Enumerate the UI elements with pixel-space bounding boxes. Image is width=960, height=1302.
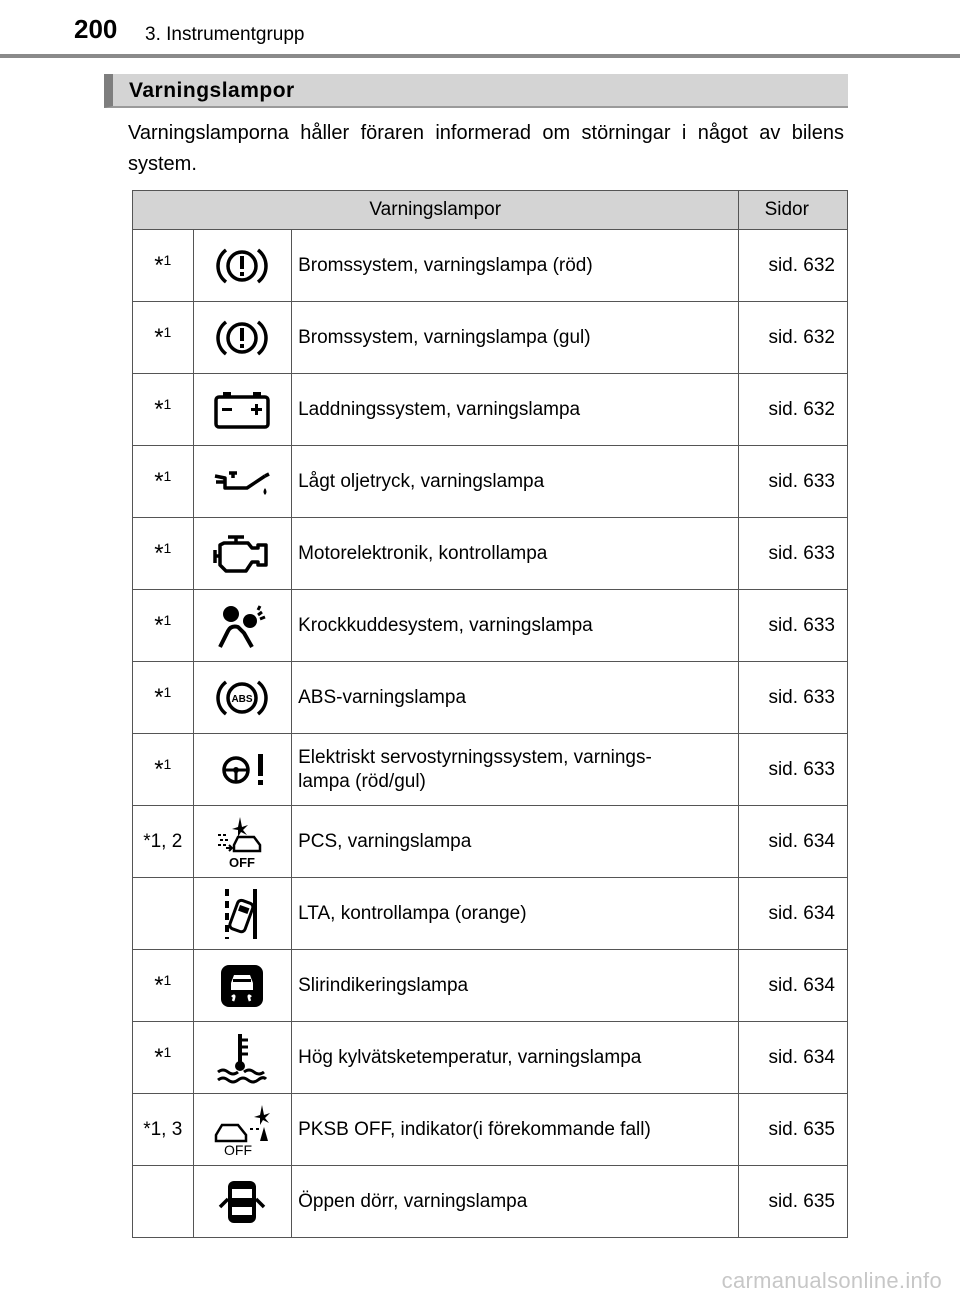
footnote-cell [133, 230, 194, 302]
footnote-cell [133, 374, 194, 446]
lamp-description: Laddningssystem, varningslampa [292, 374, 738, 446]
footnote-cell: *1, 3 [133, 1094, 194, 1166]
footnote-cell [133, 446, 194, 518]
steering-warning-icon [193, 734, 292, 806]
lta-icon [193, 878, 292, 950]
footnote-cell [133, 518, 194, 590]
table-row [133, 1166, 848, 1238]
footnote-cell [133, 302, 194, 374]
table-row [133, 374, 848, 446]
page-reference: sid. 634 [738, 1022, 848, 1094]
footnote-star: * [154, 323, 164, 351]
section-header [104, 74, 848, 108]
footnote-number: 1 [163, 251, 172, 268]
page-reference: sid. 633 [738, 662, 848, 734]
page-reference: sid. 634 [738, 878, 848, 950]
page-reference: sid. 632 [738, 230, 848, 302]
watermark: carmanualsonline.info [721, 1268, 942, 1293]
table-row [133, 734, 848, 806]
page-reference: sid. 633 [738, 590, 848, 662]
table-header-row [133, 191, 848, 230]
page-reference: sid. 634 [738, 806, 848, 878]
table-row [133, 950, 848, 1022]
footnote-cell [133, 734, 194, 806]
footnote-cell [133, 878, 194, 950]
open-door-icon [193, 1166, 292, 1238]
footnote-cell [133, 1022, 194, 1094]
table-row [133, 662, 848, 734]
footnote-cell [133, 950, 194, 1022]
table-row [133, 446, 848, 518]
table-row [133, 806, 848, 878]
lamp-description: Öppen dörr, varningslampa [292, 1166, 738, 1238]
warning-lamps-table [132, 190, 848, 1238]
lamp-description: PKSB OFF, indikator(i förekommande fall) [292, 1094, 738, 1166]
page-reference: sid. 635 [738, 1094, 848, 1166]
page-reference: sid. 632 [738, 302, 848, 374]
lamp-description: Krockkuddesystem, varningslampa [292, 590, 738, 662]
airbag-icon [193, 590, 292, 662]
footnote-star: * [154, 971, 164, 999]
footnote-star: * [154, 251, 164, 279]
battery-icon [193, 374, 292, 446]
off-label: OFF [224, 1141, 253, 1157]
table-row [133, 878, 848, 950]
footnote-number: 1 [163, 1043, 172, 1060]
lamp-description: PCS, varningslampa [292, 806, 738, 878]
table-row [133, 1022, 848, 1094]
chapter-title: 3. Instrumentgrupp [145, 24, 305, 45]
lamp-description [292, 734, 738, 806]
footnote-star: * [154, 539, 164, 567]
footnote-cell [133, 590, 194, 662]
footnote-number: 1 [163, 323, 172, 340]
page-reference: sid. 633 [738, 446, 848, 518]
lamp-description: Hög kylvätsketemperatur, varningslampa [292, 1022, 738, 1094]
abs-icon [193, 662, 292, 734]
footnote-number: 1 [163, 395, 172, 412]
table-row [133, 1094, 848, 1166]
footnote-star: * [154, 395, 164, 423]
table-row [133, 302, 848, 374]
footnote-star: * [154, 683, 164, 711]
header-divider [0, 54, 960, 58]
lamp-description-line1: Elektriskt servostyrningssystem, varnings- [298, 746, 652, 768]
footnote-star: * [154, 467, 164, 495]
footnote-cell [133, 662, 194, 734]
page-reference: sid. 632 [738, 374, 848, 446]
page-reference: sid. 633 [738, 734, 848, 806]
section-title: Varningslampor [129, 79, 295, 102]
lamp-description: Bromssystem, varningslampa (röd) [292, 230, 738, 302]
footnote-cell: *1, 2 [133, 806, 194, 878]
table-row [133, 518, 848, 590]
footnote-star: * [154, 611, 164, 639]
intro-paragraph: Varningslamporna håller föraren informerad om störningar i något av bilens system. [128, 122, 844, 175]
footnote-number: 1 [163, 683, 172, 700]
pcs-off-icon [193, 806, 292, 878]
table-row [133, 230, 848, 302]
footnote-cell [133, 1166, 194, 1238]
brake-warning-icon [193, 302, 292, 374]
page-reference: sid. 633 [738, 518, 848, 590]
oil-pressure-icon [193, 446, 292, 518]
pksb-off-icon [193, 1094, 292, 1166]
page-number: 200 [74, 14, 118, 44]
abs-label: ABS [231, 693, 253, 705]
page-reference: sid. 634 [738, 950, 848, 1022]
engine-icon [193, 518, 292, 590]
lamp-description: Lågt oljetryck, varningslampa [292, 446, 738, 518]
slip-indicator-icon [193, 950, 292, 1022]
lamp-description: Bromssystem, varningslampa (gul) [292, 302, 738, 374]
page-reference: sid. 635 [738, 1166, 848, 1238]
footnote-number: 1 [163, 971, 172, 988]
footnote-star: * [154, 755, 164, 783]
footnote-number: 1 [163, 539, 172, 556]
lamp-description: Slirindikeringslampa [292, 950, 738, 1022]
lamp-description: Motorelektronik, kontrollampa [292, 518, 738, 590]
table-row [133, 590, 848, 662]
coolant-temp-icon [193, 1022, 292, 1094]
off-label: OFF [229, 854, 256, 869]
lamp-description: ABS-varningslampa [292, 662, 738, 734]
footnote-number: 1 [163, 467, 172, 484]
column-header-lamps: Varningslampor [133, 191, 739, 230]
footnote-number: 1 [163, 755, 172, 772]
lamp-description-line2: lampa (röd/gul) [298, 770, 426, 792]
column-header-pages: Sidor [738, 191, 848, 230]
brake-warning-icon [193, 230, 292, 302]
footnote-star: * [154, 1043, 164, 1071]
footnote-number: 1 [163, 611, 172, 628]
lamp-description: LTA, kontrollampa (orange) [292, 878, 738, 950]
